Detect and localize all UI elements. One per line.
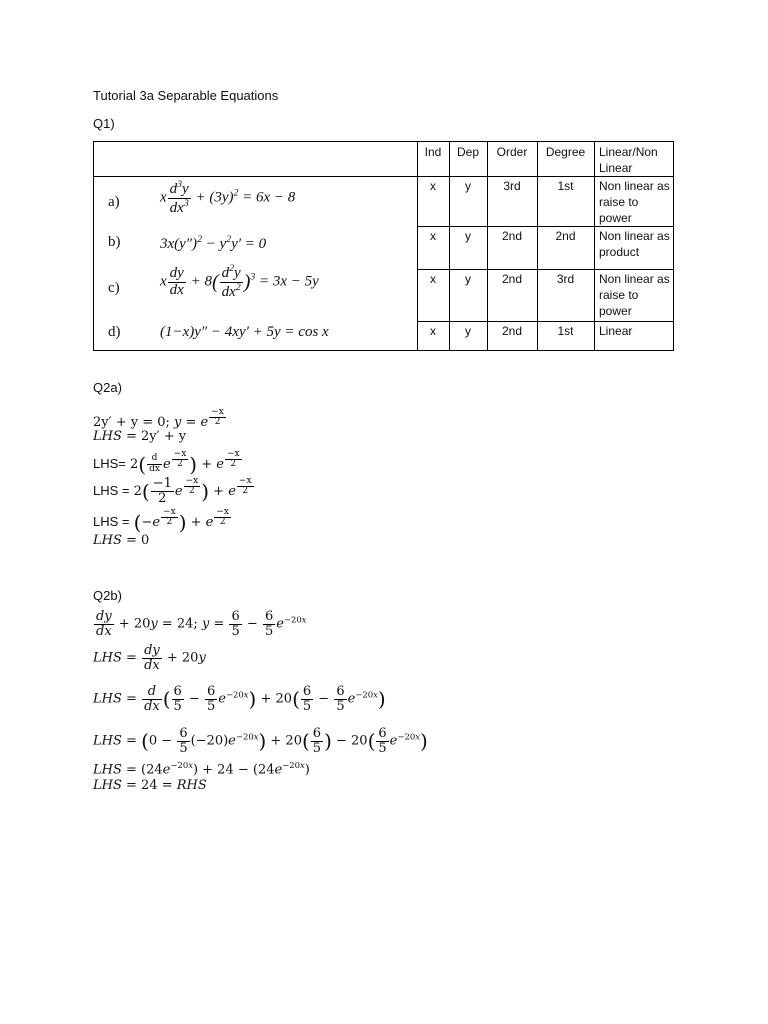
row-d-linear: Linear [599,324,633,338]
row-c-degree: 3rd [556,272,575,286]
q2a-line3: LHS= 2( $\frac{d}{dx}$ e $^{\frac{-x}{2}}$ ) + e $^{\frac{-x}{2}}$ [93,449,240,477]
row-d-degree: 1st [557,324,574,338]
lhs-text: LHS = [93,513,130,529]
table-divider [449,142,450,350]
q2a-line6 [93,533,149,548]
row-a-linear: Non linear as raise to power [599,179,670,225]
document-title: Tutorial 3a Separable Equations [93,88,279,103]
row-c-linear: Non linear as raise to power [599,272,670,318]
row-a-dep: y [465,179,471,193]
table-divider [417,142,418,350]
q2b-line1: $\frac{dy}{dx}$ + 20y = 24; y = $\frac{6}{5}$ − $\frac{6}{5}$ $e^{-20x}$ [96,609,307,639]
row-c-dep: y [465,272,471,286]
q2a-line2: LHS = 2y′ + y [93,429,187,444]
row-c-order: 2nd [501,272,523,286]
equation-d: (1−x)y″ − 4xy′ + 5y = cos x [160,324,329,340]
q2b-line3: LHS = $\frac{d}{dx}$ ( $\frac{6}{5}$ − $\frac{6}{5}$ $e^{-20x}) + 20$( $\frac{6}{5}$ − $\frac{6}{5}$ $e^{-20x}$) [93,684,386,714]
header-order: Order [496,145,528,159]
q2a-line4: LHS = 2( $\frac{-1}{2}$ e $^{\frac{-x}{2}}$ ) + e $^{\frac{-x}{2}}$ [93,476,252,506]
header-ind: Ind [424,145,442,159]
q1-label: Q1) [93,116,115,131]
table-divider [487,142,488,350]
q2b-line4: LHS = (0 − $\frac{6}{5}$ $(-20)e^{-20x}) + 20$( $\frac{6}{5}$ ) − 20( $\frac{6}{5}$ $e^{-20x}$) [93,726,428,756]
table-divider [417,321,673,322]
row-a-ind: x [430,179,436,193]
header-degree: Degree [545,145,586,159]
q2b-line2: LHS = $\frac{dy}{dx}$ + 20y [93,643,206,673]
table-divider [417,226,673,227]
q2b-line5: LHS = $(24e^{-20x}) + 24 - (24e^{-20x})$ [93,760,310,778]
q2b-label: Q2b) [93,588,122,603]
q2a-label: Q2a) [93,380,122,395]
table-divider [537,142,538,350]
row-b-order: 2nd [501,229,523,243]
q2a-line1: 2y′ + y = 0; y = e $^{\frac{-x}{2}}$ [93,407,224,430]
row-b-dep: y [465,229,471,243]
q2a-line5: LHS = (−e $^{\frac{-x}{2}}$ ) + e $^{\frac{-x}{2}}$ [93,507,229,535]
row-c-ind: x [430,272,436,286]
row-b-ind: x [430,229,436,243]
table-divider [417,269,673,270]
q1-table [93,141,674,351]
row-c-label: c) [108,280,120,296]
row-d-dep: y [465,324,471,338]
row-b-degree: 2nd [555,229,576,243]
lhs-text: LHS = [93,482,130,498]
table-divider [594,142,595,350]
header-linear: Linear/Non Linear [599,145,658,175]
row-d-order: 2nd [501,324,523,338]
row-b-linear: Non linear as product [599,229,670,259]
row-d-label: d) [108,324,121,340]
row-a-degree: 1st [557,179,574,193]
row-d-ind: x [430,324,436,338]
row-a-order: 3rd [503,179,521,193]
q2a-final: = 0 [126,533,150,548]
lhs-text: LHS [93,533,122,548]
equation-b: $3x(y'')^2 - y^2y' = 0$ [160,234,267,252]
lhs-text: LHS= [93,455,126,471]
row-a-label: a) [108,194,120,210]
q2b-line6: LHS = 24 = RHS [93,778,207,793]
equation-a: x $\frac{d^3y}{dx^3}$ + $(3y)^2 = 6x - 8$ [160,179,296,216]
equation-c: x $\frac{dy}{dx}$ + 8( $\frac{d^2y}{dx^2}$ )$^3$ = 3x − 5y [160,263,319,300]
row-b-label: b) [108,234,121,250]
table-divider [94,176,673,177]
header-dep: Dep [456,145,479,159]
